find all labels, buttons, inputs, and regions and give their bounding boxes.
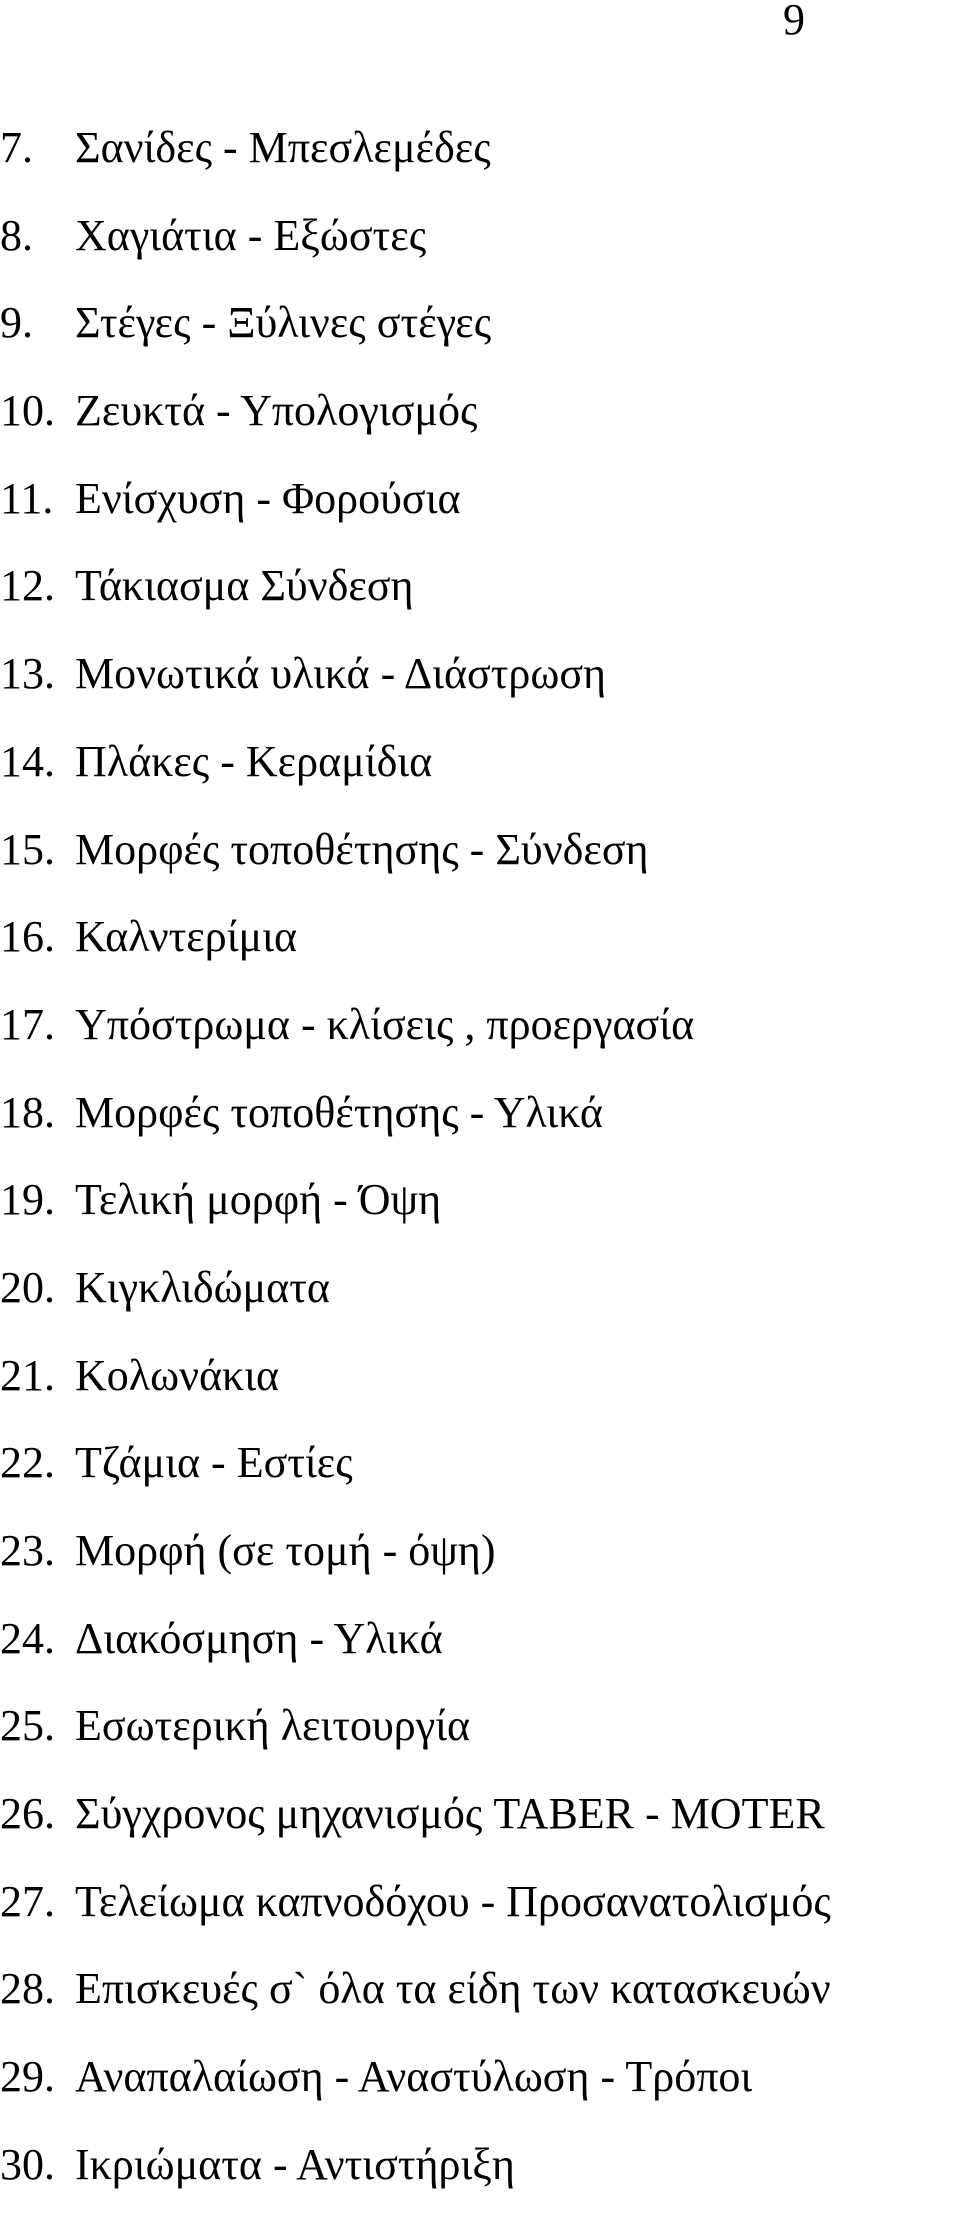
item-text: Ικριώματα - Αντιστήριξη	[75, 2139, 515, 2189]
list-item	[0, 1701, 831, 1792]
item-text: Μορφές τοποθέτησης - Υλικά	[75, 1087, 603, 1137]
list-item	[0, 473, 831, 565]
item-text: Σύγχρονος μηχανισμός TABER - MOTER	[75, 1789, 825, 1839]
item-text: Μονωτικά υλικά - Διάστρωση	[75, 649, 607, 699]
list-item	[0, 824, 831, 916]
item-number: 26.	[0, 1789, 55, 1839]
item-text: Αναπαλαίωση - Αναστύλωση - Τρόποι	[75, 2052, 753, 2102]
item-number: 22.	[0, 1438, 55, 1488]
item-number: 12.	[0, 561, 55, 611]
item-number: 21.	[0, 1350, 55, 1400]
item-number: 7.	[0, 123, 33, 172]
list-item	[0, 386, 831, 477]
item-number: 14.	[0, 736, 55, 786]
item-text: Καλντερίμια	[75, 912, 298, 962]
item-text: Στέγες - Ξύλινες στέγες	[75, 298, 492, 348]
item-number: 10.	[0, 386, 55, 436]
list-item	[0, 736, 831, 828]
list-item	[0, 1087, 831, 1179]
item-text: Μορφές τοποθέτησης - Σύνδεση	[75, 824, 649, 874]
item-text: Ζευκτά - Υπολογισμός	[75, 386, 478, 436]
page-number: 9	[783, 0, 805, 44]
item-text: Σανίδες - Μπεσλεμέδες	[75, 123, 491, 172]
item-text: Τάκιασμα Σύνδεση	[75, 561, 414, 611]
list-item	[0, 210, 831, 302]
list-item	[0, 561, 831, 652]
item-text: Διακόσμηση - Υλικά	[75, 1613, 443, 1663]
item-number: 16.	[0, 912, 55, 962]
item-number: 11.	[0, 473, 54, 523]
list-item	[0, 1175, 831, 1266]
item-number: 27.	[0, 1876, 55, 1926]
item-number: 18.	[0, 1087, 55, 1137]
item-number: 20.	[0, 1262, 55, 1312]
item-number: 23.	[0, 1526, 55, 1575]
item-text: Κολωνάκια	[75, 1350, 280, 1400]
item-number: 24.	[0, 1613, 55, 1663]
item-number: 17.	[0, 999, 55, 1049]
list-item	[0, 1262, 831, 1354]
list-item	[0, 2139, 831, 2231]
item-text: Πλάκες - Κεραμίδια	[75, 736, 433, 786]
item-text: Τελική μορφή - Όψη	[75, 1175, 442, 1225]
item-number: 29.	[0, 2052, 55, 2102]
item-text: Τελείωμα καπνοδόχου - Προσανατολισμός	[75, 1876, 831, 1926]
toc-list	[0, 123, 831, 2231]
item-number: 13.	[0, 649, 55, 699]
item-text: Κιγκλιδώματα	[75, 1262, 330, 1312]
list-item	[0, 123, 831, 214]
item-text: Υπόστρωμα - κλίσεις , προεργασία	[75, 999, 695, 1049]
item-text: Τζάμια - Εστίες	[75, 1438, 353, 1488]
list-item	[0, 649, 831, 740]
item-number: 15.	[0, 824, 55, 874]
item-number: 28.	[0, 1964, 55, 2014]
list-item	[0, 298, 831, 389]
list-item	[0, 1526, 831, 1617]
item-text: Εσωτερική λειτουργία	[75, 1701, 471, 1751]
item-number: 8.	[0, 210, 33, 260]
item-text: Επισκευές σ` όλα τα είδη των κατασκευών	[75, 1964, 831, 2014]
list-item	[0, 1438, 831, 1529]
item-number: 25.	[0, 1701, 55, 1751]
list-item	[0, 1613, 831, 1705]
item-number: 19.	[0, 1175, 55, 1225]
list-item	[0, 999, 831, 1091]
list-item	[0, 1350, 831, 1442]
item-text: Ενίσχυση - Φορούσια	[75, 473, 461, 523]
item-text: Χαγιάτια - Εξώστες	[75, 210, 427, 260]
list-item	[0, 912, 831, 1003]
list-item	[0, 2052, 831, 2143]
item-number: 9.	[0, 298, 33, 348]
item-text: Μορφή (σε τομή - όψη)	[75, 1526, 496, 1575]
list-item	[0, 1789, 831, 1880]
item-number: 30.	[0, 2139, 55, 2189]
list-item	[0, 1964, 831, 2055]
list-item	[0, 1876, 831, 1968]
